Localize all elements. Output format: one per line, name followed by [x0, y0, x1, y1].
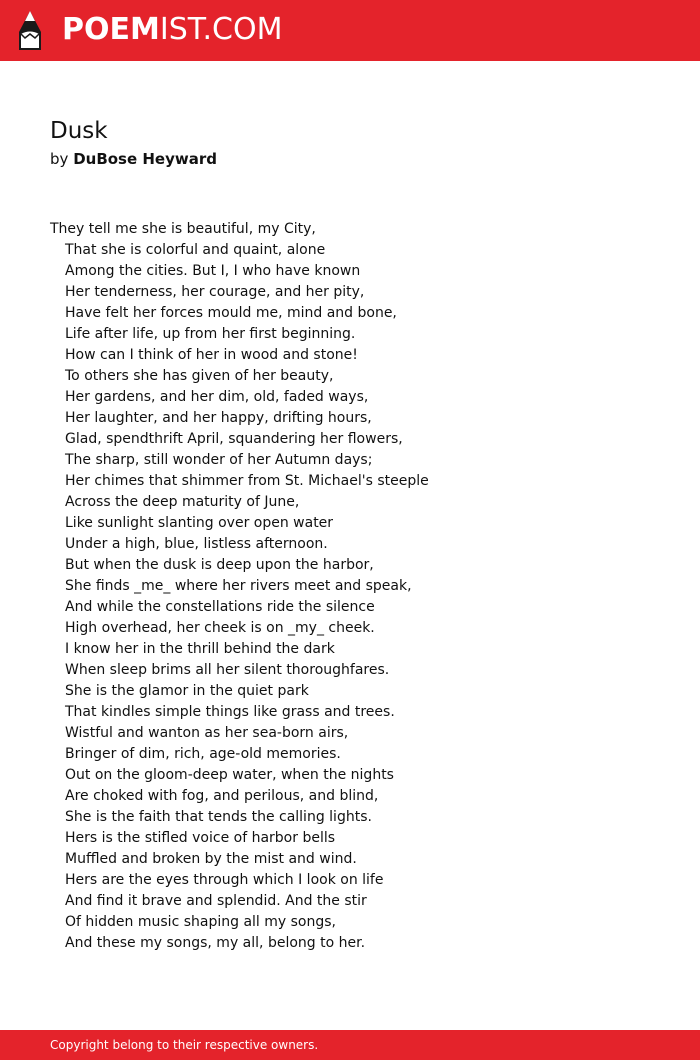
- poem-line: Like sunlight slanting over open water: [65, 515, 334, 531]
- site-logo-text[interactable]: [62, 12, 282, 48]
- poem-line: That kindles simple things like grass and trees.: [65, 704, 395, 720]
- poem-line: And find it brave and splendid. And the stir: [65, 893, 367, 909]
- by-label: by: [50, 150, 69, 168]
- pencil-tip-icon[interactable]: [17, 10, 43, 52]
- poem-line: Her gardens, and her dim, old, faded ways,: [65, 389, 369, 405]
- poem-line: And while the constellations ride the silence: [65, 599, 375, 615]
- poem-line: Hers are the eyes through which I look on life: [65, 872, 384, 888]
- poem-line: She is the faith that tends the calling lights.: [65, 809, 372, 825]
- poem-line: Have felt her forces mould me, mind and bone,: [65, 305, 397, 321]
- poem-line: Out on the gloom-deep water, when the nights: [65, 767, 394, 783]
- poem-line: Wistful and wanton as her sea-born airs,: [65, 725, 349, 741]
- poem-line: Among the cities. But I, I who have known: [65, 263, 361, 279]
- poem-line: She is the glamor in the quiet park: [65, 683, 309, 699]
- poem-line: Her chimes that shimmer from St. Michael's steeple: [65, 473, 429, 489]
- poem-line: High overhead, her cheek is on _my_ cheek.: [65, 620, 375, 636]
- poem-line: How can I think of her in wood and stone!: [65, 347, 358, 363]
- poem-line: To others she has given of her beauty,: [65, 368, 334, 384]
- poem-line: But when the dusk is deep upon the harbor,: [65, 557, 374, 573]
- poem-byline: [50, 149, 217, 169]
- copyright-text: Copyright belong to their respective owners.: [50, 1038, 319, 1052]
- poem-line: When sleep brims all her silent thoroughfares.: [65, 662, 390, 678]
- site-header: [0, 0, 700, 61]
- poem-line: Under a high, blue, listless afternoon.: [65, 536, 328, 552]
- poem-line: Of hidden music shaping all my songs,: [65, 914, 336, 930]
- poem-line: Hers is the stifled voice of harbor bells: [65, 830, 336, 846]
- brand-light: IST.COM: [159, 12, 283, 47]
- poem-line: Muffled and broken by the mist and wind.: [65, 851, 357, 867]
- poem-line: And these my songs, my all, belong to her.: [65, 935, 366, 951]
- poem-title: Dusk: [50, 118, 108, 144]
- poem-line: Bringer of dim, rich, age-old memories.: [65, 746, 341, 762]
- poem-line: Life after life, up from her first beginning.: [65, 326, 356, 342]
- poem-line: Her tenderness, her courage, and her pity,: [65, 284, 365, 300]
- poem-line: They tell me she is beautiful, my City,: [50, 221, 316, 237]
- author-name: DuBose Heyward: [73, 150, 217, 168]
- poem-line: That she is colorful and quaint, alone: [65, 242, 326, 258]
- brand-bold: POEM: [62, 12, 160, 47]
- poem-line: Her laughter, and her happy, drifting hours,: [65, 410, 372, 426]
- site-footer: [0, 1030, 700, 1060]
- poem-line: I know her in the thrill behind the dark: [65, 641, 335, 657]
- poem-body: [50, 219, 670, 954]
- poem-line: Glad, spendthrift April, squandering her flowers,: [65, 431, 403, 447]
- poem-line: Are choked with fog, and perilous, and blind,: [65, 788, 379, 804]
- poem-line: She finds _me_ where her rivers meet and speak,: [65, 578, 412, 594]
- poem-line: The sharp, still wonder of her Autumn days;: [65, 452, 373, 468]
- poem-line: Across the deep maturity of June,: [65, 494, 300, 510]
